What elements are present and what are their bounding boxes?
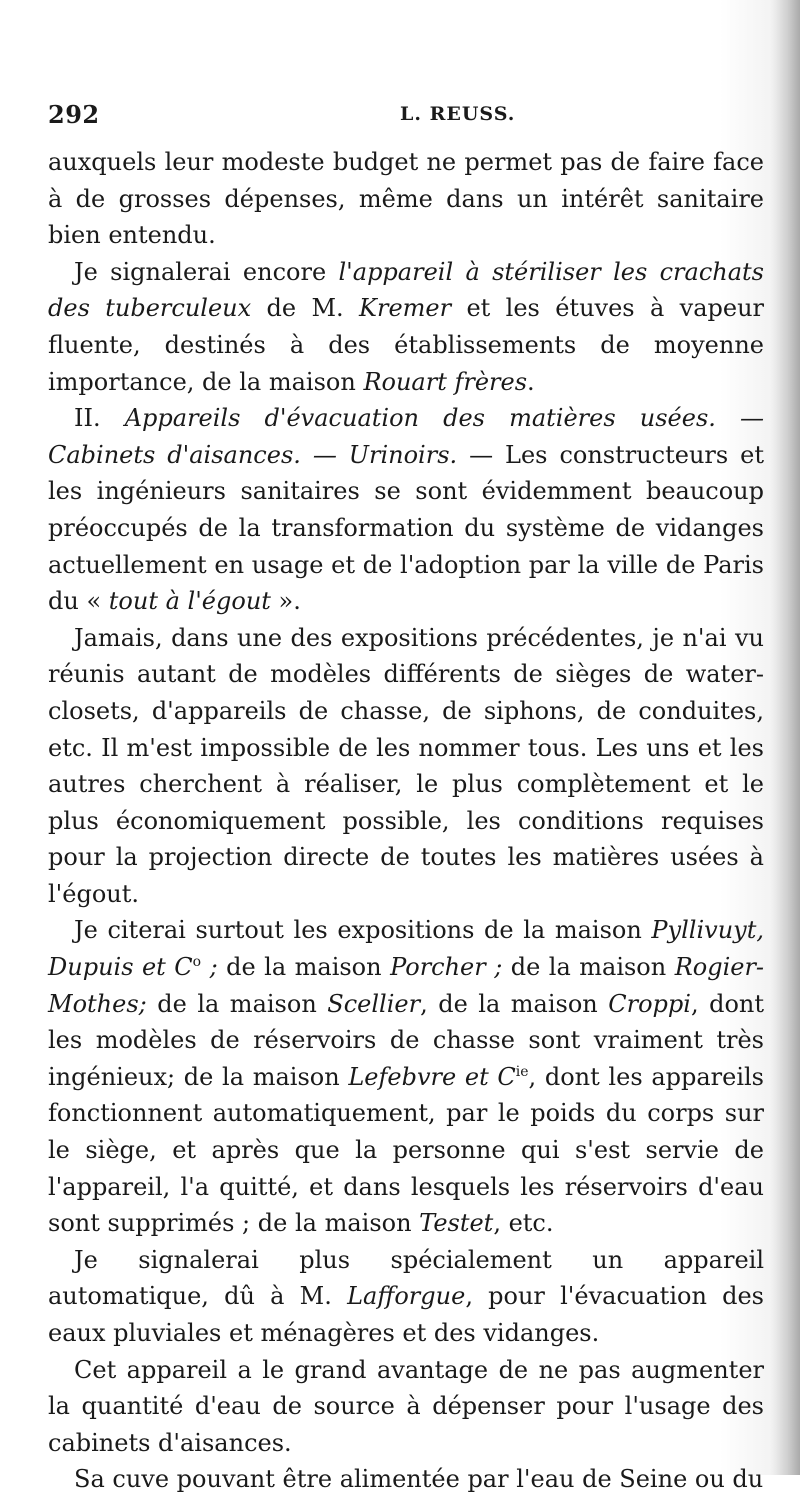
italic-text-run: Lefebvre et C: [348, 1062, 516, 1091]
italic-text-run: Porcher ;: [390, 953, 503, 982]
italic-text-run: Kremer: [359, 294, 452, 323]
italic-text-run: Appareils d'évacuation des matières usées. — Cabinets d'aisances. — Urinoirs.: [48, 404, 764, 469]
running-head: L. REUSS.: [400, 103, 516, 125]
text-run: Je signalerai plus spécialement un appareil automatique, dû à M.: [48, 1245, 764, 1311]
text-run: de la maison: [217, 953, 391, 982]
body-text: [48, 144, 764, 1498]
superscript-run: ie: [515, 1063, 529, 1080]
italic-text-run: ;: [201, 953, 218, 982]
text-run: de la maison: [146, 989, 328, 1018]
page-header: [48, 100, 760, 132]
text-run: — Les constructeurs et les ingénieurs sanitaires se sont évidemment beaucoup préoccupés de la transformation du système de vidanges actuellement en usage et de l'adoption par la ville de Paris du «: [48, 440, 764, 616]
text-run: , pour l'évacuation des eaux pluviales et ménagères et des vidanges.: [48, 1282, 764, 1347]
text-run: Je signalerai encore: [74, 257, 339, 286]
text-run: Jamais, dans une des expositions précédentes, je n'ai vu réunis autant de modèles différents de sièges de water-closets, d'appareils de chasse, de siphons, de conduites, etc. Il m'est impossible de les nommer tous. Les uns et les autres cherchent à réaliser, le plus complètement et le plus économiquement possible, les conditions requises pour la projection directe de toutes les matières usées à l'égout.: [48, 623, 764, 908]
paragraph: [48, 1242, 764, 1352]
italic-text-run: Testet: [419, 1209, 494, 1238]
text-run: de M.: [251, 294, 360, 323]
italic-text-run: Croppi: [608, 989, 691, 1018]
text-run: , dont les modèles de réservoirs de chasse sont vraiment très ingénieux; de la maison: [48, 989, 765, 1091]
italic-text-run: Scellier: [327, 989, 421, 1018]
paragraph: [48, 912, 764, 1241]
text-run: Je citerai surtout les expositions de la maison: [74, 916, 652, 945]
text-run: Cet appareil a le grand avantage de ne pas augmenter la quantité d'eau de source à dépenser pour l'usage des cabinets d'aisances.: [48, 1355, 764, 1457]
text-run: II.: [74, 404, 125, 433]
italic-text-run: Lafforgue: [347, 1282, 466, 1311]
italic-text-run: tout à l'égout: [108, 587, 271, 616]
paragraph: [48, 144, 764, 254]
italic-text-run: l'appareil à stériliser les crachats des tuberculeux: [48, 257, 764, 323]
page-number: 292: [48, 100, 100, 129]
page-gutter-shadow: [770, 0, 800, 1475]
text-run: ».: [270, 587, 301, 616]
paragraph: [48, 254, 764, 400]
text-run: auxquels leur modeste budget ne permet pas de faire face à de grosses dépenses, même dans un intérêt sanitaire bien entendu.: [48, 148, 764, 250]
text-run: et les étuves à vapeur fluente, destinés à des établissements de moyenne importance, de la maison: [48, 294, 765, 396]
italic-text-run: Pyllivuyt, Dupuis et C: [48, 916, 764, 982]
paragraph: [48, 1461, 764, 1498]
paragraph: [48, 1352, 764, 1462]
text-run: , etc.: [493, 1209, 554, 1238]
text-run: Sa cuve pouvant être alimentée par l'eau de Seine ou du: [74, 1465, 764, 1494]
text-run: , dont les appareils fonctionnent automatiquement, par le poids du corps sur le siège, et après que la personne qui s'est servie de l'appareil, l'a quitté, et dans lesquels les réservoirs d'eau sont supprimés ; de la maison: [48, 1062, 765, 1238]
superscript-run: o: [192, 954, 202, 971]
italic-text-run: Rogier-Mothes;: [48, 953, 765, 1018]
text-run: de la maison: [502, 953, 675, 982]
italic-text-run: Rouart frères: [363, 367, 528, 396]
paragraph: [48, 620, 764, 913]
text-run: , de la maison: [420, 989, 609, 1018]
text-run: .: [527, 367, 535, 396]
paragraph: [48, 400, 764, 620]
